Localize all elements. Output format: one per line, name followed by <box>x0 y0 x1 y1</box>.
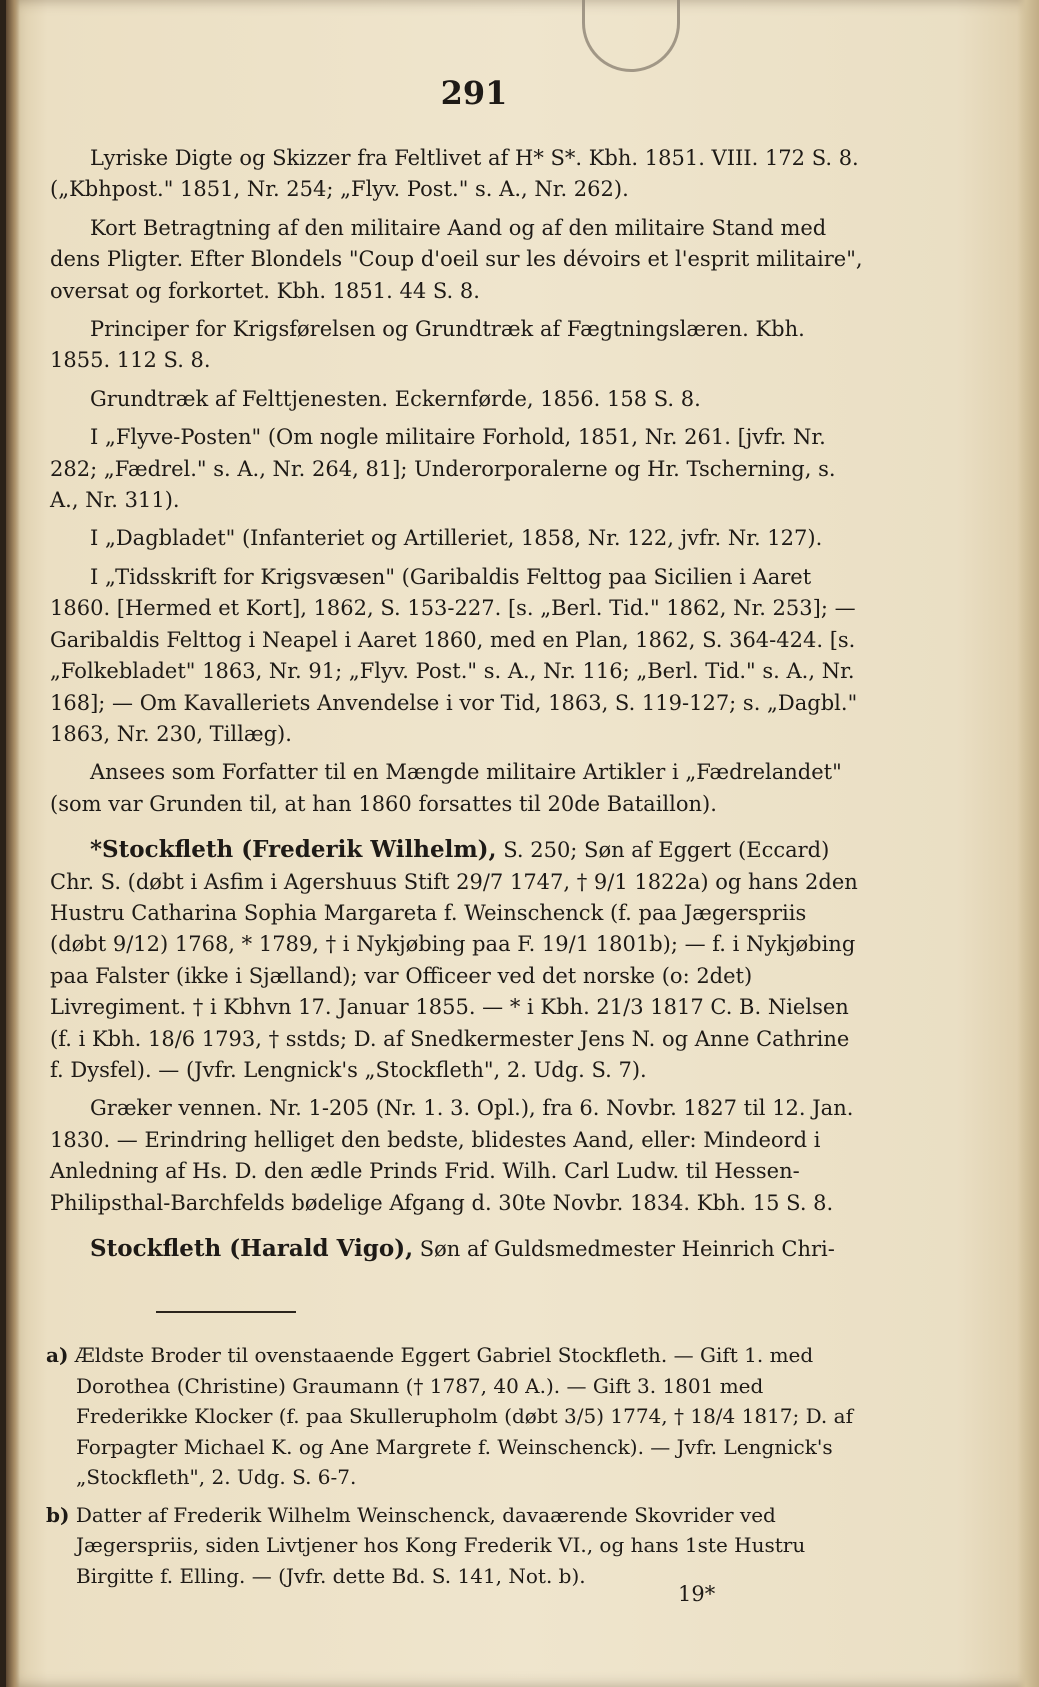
paragraph: Ansees som Forfatter til en Mængde militaire Artikler i „Fædrelandet" (som var Grunden til, at han 1860 forsattes til 20de Bataillon). <box>50 760 842 816</box>
clip-mark <box>582 0 680 72</box>
entry-stockfleth-harald <box>50 1233 865 1265</box>
entry-body: S. 250; Søn af Eggert (Eccard) Chr. S. (døbt i Asfim i Agershuus Stift 29/7 1747, † 9/1 1822a) og hans 2den Hustru Catharina Sophia Margareta f. Weinschenck (f. paa Jægerspriis (døbt 9/12) 1768, * 1789, † i Nykjøbing paa F. 19/1 1801b); — f. i Nykjøbing paa Falster (ikke i Sjælland); var Officeer ved det norske (o: 2det) Livregiment. † i Kbhvn 17. Januar 1855. — * i Kbh. 21/3 1817 C. B. Nielsen (f. i Kbh. 18/6 1793, † sstds; D. af Snedkermester Jens N. og Anne Cathrine f. Dysfel). — (Jvfr. Lengnick's „Stockfleth", 2. Udg. S. 7). <box>50 838 858 1082</box>
footnotes <box>46 1340 866 1591</box>
sheet-signature: 19* <box>678 1582 716 1606</box>
entry-heading: Stockfleth (Harald Vigo), <box>90 1235 414 1262</box>
footnote-label: b) <box>46 1502 70 1527</box>
entry-works: Græker vennen. Nr. 1-205 (Nr. 1. 3. Opl.), fra 6. Novbr. 1827 til 12. Jan. 1830. — Erindring helliget den bedste, blidestes Aand, eller: Mindeord i Anledning af Hs. D. den ædle Prinds Frid. Wilh. Carl Ludw. til Hessen-Philipsthal-Barchfelds bødelige Afgang d. 30te Novbr. 1834. Kbh. 15 S. 8. <box>50 1096 854 1215</box>
entry-body: Søn af Guldsmedmester Heinrich Chri- <box>419 1237 835 1261</box>
paragraph: Grundtræk af Felttjenesten. Eckernførde, 1856. 158 S. 8. <box>90 386 701 411</box>
paragraph: I „Tidsskrift for Krigsvæsen" (Garibaldis Felttog paa Sicilien i Aaret 1860. [Hermed et Kort], 1862, S. 153-227. [s. „Berl. Tid." 1862, Nr. 253]; — Garibaldis Felttog i Neapel i Aaret 1860, med en Plan, 1862, S. 364-424. [s. „Folkebladet" 1863, Nr. 91; „Flyv. Post." s. A., Nr. 116; „Berl. Tid." s. A., Nr. 168]; — Om Kavalleriets Anvendelse i vor Tid, 1863, S. 119-127; s. „Dagbl." 1863, Nr. 230, Tillæg). <box>50 564 858 746</box>
page-edge <box>1017 0 1039 1687</box>
book-page <box>6 0 1039 1687</box>
footnote <box>46 1500 866 1592</box>
paragraph: Kort Betragtning af den militaire Aand og af den militaire Stand med dens Pligter. Efter Blondels "Coup d'oeil sur les dévoirs et l'esprit militaire", oversat og forkortet. Kbh. 1851. 44 S. 8. <box>50 215 863 303</box>
footnote <box>46 1340 866 1493</box>
paragraph: I „Flyve-Posten" (Om nogle militaire Forhold, 1851, Nr. 261. [jvfr. Nr. 282; „Fædrel." s. A., Nr. 264, 81]; Underorporalerne og Hr. Tscherning, s. A., Nr. 311). <box>50 425 836 513</box>
paragraph: Principer for Krigsførelsen og Grundtræk af Fægtningslæren. Kbh. 1855. 112 S. 8. <box>50 317 805 373</box>
paragraph: Lyriske Digte og Skizzer fra Feltlivet af H* S*. Kbh. 1851. VIII. 172 S. 8. („Kbhpost." 1851, Nr. 254; „Flyv. Post." s. A., Nr. 262). <box>50 146 859 202</box>
footnote-label: a) <box>46 1343 69 1367</box>
footnote-rule <box>156 1311 296 1313</box>
book-spine-shadow <box>6 0 20 1687</box>
entry-heading: *Stockfleth (Frederik Wilhelm), <box>90 836 497 864</box>
footnote-text: Datter af Frederik Wilhelm Weinschenck, davaærende Skovrider ved Jægerspriis, siden Livtjener hos Kong Frederik VI., og hans 1ste Hustru Birgitte f. Elling. — (Jvfr. dette Bd. S. 141, Not. b). <box>75 1502 806 1588</box>
entry-stockfleth-frederik <box>50 834 865 1086</box>
page-number: 291 <box>440 74 508 112</box>
paragraphs-block <box>50 143 865 1265</box>
footnote-text: Ældste Broder til ovenstaaende Eggert Gabriel Stockfleth. — Gift 1. med Dorothea (Christine) Graumann († 1787, 40 A.). — Gift 3. 1801 med Frederikke Klocker (f. paa Skullerupholm (døbt 3/5) 1774, † 18/4 1817; D. af Forpagter Michael K. og Ane Margrete f. Weinschenck). — Jvfr. Lengnick's „Stockfleth", 2. Udg. S. 6-7. <box>74 1343 853 1489</box>
paragraph: I „Dagbladet" (Infanteriet og Artilleriet, 1858, Nr. 122, jvfr. Nr. 127). <box>90 526 823 551</box>
